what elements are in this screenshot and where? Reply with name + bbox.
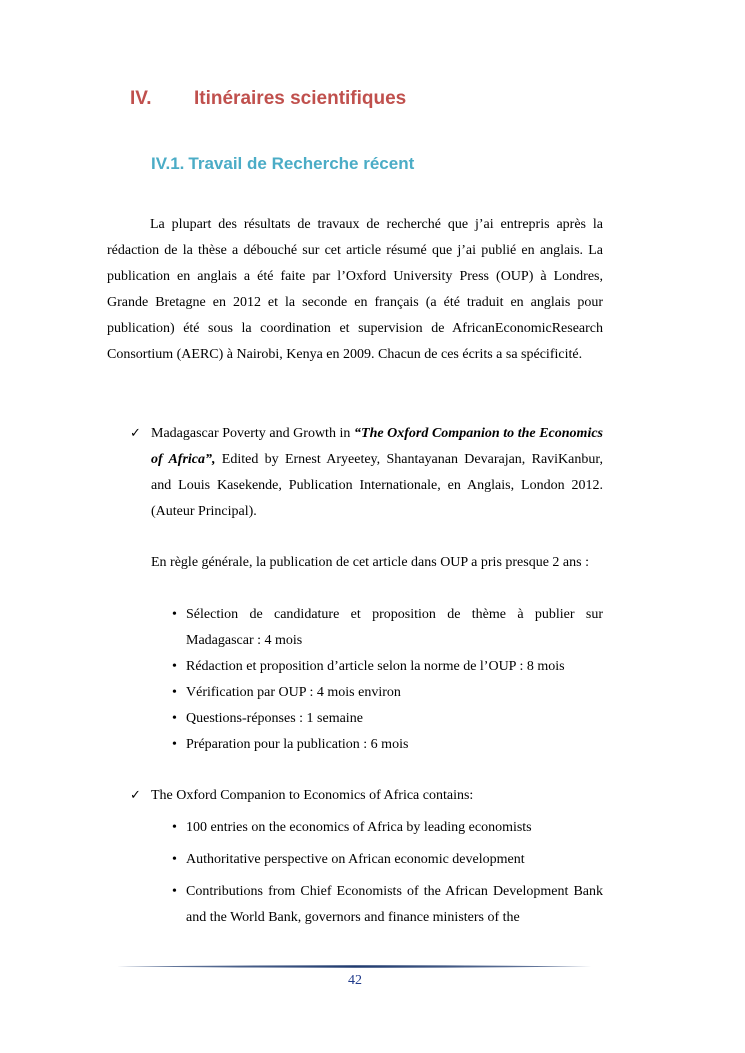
- list-item: • Questions-réponses : 1 semaine: [172, 706, 603, 732]
- list-item: • Préparation pour la publication : 6 mois: [172, 732, 603, 758]
- bullet-icon: •: [172, 711, 177, 726]
- check-item-contents: [130, 783, 603, 809]
- list-item: • Contributions from Chief Economists of the African Development Bank and the World Bank, governors and finance ministers of the: [172, 879, 603, 931]
- list-item: • 100 entries on the economics of Africa by leading economists: [172, 815, 603, 841]
- publication-details: Edited by Ernest Aryeetey, Shantayanan Devarajan, RaviKanbur, and Louis Kasekende, Publication Internationale, en Anglais, London 2012. (Auteur Principal).: [151, 452, 603, 519]
- checkmark-icon: ✓: [130, 426, 141, 441]
- section-heading: [130, 88, 406, 110]
- bullet-icon: •: [172, 607, 177, 622]
- publication-reference: [151, 421, 603, 525]
- publication-lead: Madagascar Poverty and Growth in: [151, 426, 355, 441]
- bullet-icon: •: [172, 685, 177, 700]
- subsection-number: IV.1.: [151, 154, 185, 173]
- list-item: • Authoritative perspective on African economic development: [172, 847, 603, 873]
- list-item: • Vérification par OUP : 4 mois environ: [172, 680, 603, 706]
- bullet-icon: •: [172, 884, 177, 899]
- section-number: IV.: [130, 88, 152, 109]
- bullet-icon: •: [172, 820, 177, 835]
- contents-list: [172, 815, 603, 937]
- publication-timeline-list: [172, 602, 603, 758]
- intro-paragraph: La plupart des résultats de travaux de recherché que j’ai entrepris après la rédaction de la thèse a débouché sur cet article résumé que j’ai publié en anglais. La publication en anglais a été faite par l’Oxford University Press (OUP) à Londres, Grande Bretagne en 2012 et la seconde en français (a été traduit en anglais pour publication) été sous la coordination et supervision de AfricanEconomicResearch Consortium (AERC) à Nairobi, Kenya en 2009. Chacun de ces écrits a sa spécificité.: [107, 217, 603, 362]
- contents-intro: The Oxford Companion to Economics of Africa contains:: [151, 788, 474, 803]
- publication-timeline-intro: En règle générale, la publication de cet article dans OUP a pris presque 2 ans :: [151, 555, 589, 570]
- subsection-heading: [151, 154, 414, 174]
- publication-book-title: “The Oxford Companion to the Economics of Africa”,: [151, 426, 603, 467]
- list-item: • Sélection de candidature et proposition de thème à publier sur Madagascar : 4 mois: [172, 602, 603, 654]
- check-item-publication: [130, 421, 603, 525]
- checkmark-icon: ✓: [130, 788, 141, 803]
- list-item: • Rédaction et proposition d’article selon la norme de l’OUP : 8 mois: [172, 654, 603, 680]
- bullet-icon: •: [172, 659, 177, 674]
- bullet-icon: •: [172, 852, 177, 867]
- bullet-icon: •: [172, 737, 177, 752]
- section-title: Itinéraires scientifiques: [194, 88, 407, 109]
- subsection-title: Travail de Recherche récent: [188, 154, 415, 173]
- footer-divider: [117, 964, 592, 969]
- page-number: 42: [348, 973, 362, 988]
